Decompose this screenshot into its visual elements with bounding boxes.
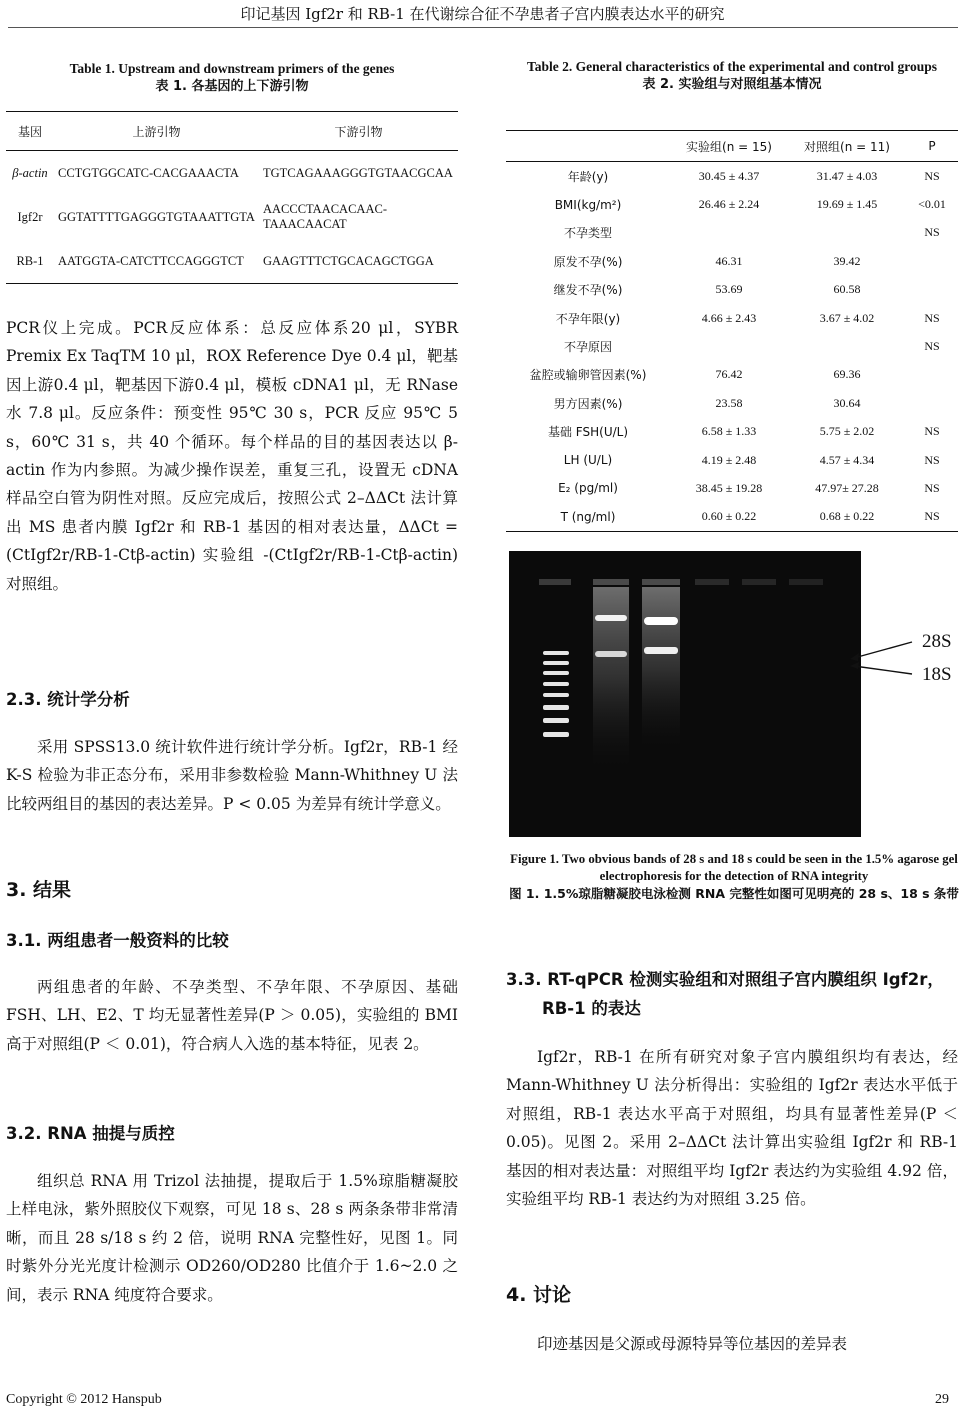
- table2-cell: 4.19 ± 2.48: [701, 452, 757, 467]
- table1-caption-en: Table 1. Upstream and downstream primers of the genes: [69, 61, 395, 76]
- table2-cell: 47.97± 27.28: [815, 480, 879, 495]
- table-row: [506, 247, 958, 275]
- table-row: [506, 219, 958, 247]
- table2-cell: 60.58: [833, 282, 861, 297]
- table1-cell: GGTATTTTGAGGGTGTAAATTGTA: [58, 209, 255, 224]
- table2: [506, 130, 958, 532]
- section-3-heading: 3. 结果: [6, 879, 72, 901]
- table2-cell: [670, 219, 788, 247]
- table2-header: P: [906, 131, 958, 162]
- table2-cell: [670, 332, 788, 360]
- table-row: [6, 195, 458, 239]
- table1-cell: GAAGTTTCTGCACAGCTGGA: [259, 239, 458, 284]
- table2-cell: NS: [906, 503, 958, 532]
- table1-cell: CCTGTGGCATC-CACGAAACTA: [58, 165, 239, 180]
- table2-cell: [906, 389, 958, 417]
- section-2-3-heading: 2.3. 统计学分析: [6, 690, 130, 709]
- table-row: [506, 162, 958, 191]
- running-head: 印记基因 Igf2r 和 RB-1 在代谢综合征不孕患者子宫内膜表达水平的研究: [240, 5, 725, 23]
- table-row: [6, 239, 458, 284]
- table1-cell: AACCCTAACACAAC-TAAACAACAT: [262, 202, 387, 231]
- table1-cell: Igf2r: [17, 209, 43, 224]
- table2-cell: 53.69: [715, 282, 743, 297]
- right-paragraph-rtqpcr: Igf2r，RB-1 在所有研究对象子宫内膜组织均有表达，经 Mann-Whithney U 法分析得出：实验组的 Igf2r 表达水平低于对照组，RB-1 表达水平高于对照组，均具有显著性差异(P ＜ 0.05)。见图 2。采用 2–ΔΔCt 法计算出实验组 Igf2r 和 RB-1 基因的相对表达量：对照组平均 Igf2r 表达约为实验组 4.92 倍，实验组平均 RB-1 表达约为对照组 3.25 倍。: [506, 1048, 958, 1209]
- table1-caption: [6, 60, 458, 95]
- table1-header-gene: 基因: [6, 112, 54, 151]
- table2-cell: 不孕年限(y): [555, 311, 621, 326]
- table1-cell: AATGGTA-CATCTTCCAGGGTCT: [54, 239, 259, 284]
- table-row: [6, 151, 458, 196]
- table2-cell: 3.67 ± 4.02: [819, 310, 875, 325]
- section-4-heading: 4. 讨论: [506, 1284, 572, 1306]
- table2-cell: NS: [924, 339, 940, 354]
- gel-image-svg: [509, 551, 861, 837]
- gel-electrophoresis-image: [509, 551, 861, 837]
- table2-cell: 46.31: [715, 253, 743, 268]
- table2-cell: [788, 219, 906, 247]
- left-paragraph-pcr: PCR仪上完成。PCR反应体系：总反应体系20 μl，SYBR Premix Ex TaqTM 10 μl，ROX Reference Dye 0.4 μl，靶基因上游0.4 μl，靶基因下游0.4 μl，模板 cDNA1 μl，无 RNase 水 7.8 μl。反应条件：预变性 95℃ 30 s，PCR 反应 95℃ 5 s，60℃ 31 s，共 40 个循环。每个样品的目的基因表达以 β-actin 作为内参照。为减少操作误差，重复三孔，设置无 cDNA 样品空白管为阴性对照。反应完成后，按照公式 2–ΔΔCt 法计算出 MS 患者内膜 Igf2r 和 RB-1 基因的相对表达量，ΔΔCt = (CtIgf2r/RB-1-Ctβ-actin) 实验组 -(CtIgf2r/RB-1-Ctβ-actin) 对照组。: [6, 319, 458, 593]
- table2-cell: 不孕类型: [563, 226, 612, 241]
- label-18s: 18S: [922, 664, 952, 685]
- table2-caption: [506, 58, 958, 93]
- table-row: [506, 304, 958, 332]
- arrow-18s-line: [854, 666, 912, 674]
- arrow-28s-icon: [850, 653, 859, 661]
- table-row: [506, 276, 958, 304]
- left-paragraph-rna: 组织总 RNA 用 Trizol 法抽提，提取后于 1.5%琼脂糖凝胶上样电泳，紫外照胶仪下观察，可见 18 s、28 s 两条条带非常清晰，而且 28 s/18 s 约 2 倍，说明 RNA 完整性好，见图 1。同时紫外分光光度计检测示 OD260/OD280 比值介于 1.6~2.0 之间，表示 RNA 纯度符合要求。: [6, 1172, 458, 1304]
- table1-cell: RB-1: [6, 239, 54, 284]
- table1-cell: β-actin: [12, 165, 48, 180]
- table2-cell: LH (U/L): [563, 453, 613, 468]
- table2-cell: [788, 332, 906, 360]
- table1-caption-zh: 表 1. 各基因的上下游引物: [155, 79, 309, 94]
- table2-cell: NS: [924, 310, 940, 325]
- section-3-3-heading: 3.3. RT-qPCR 检测实验组和对照组子宫内膜组织 Igf2r，RB-1 的表达: [506, 970, 944, 1018]
- table1: [6, 111, 458, 284]
- right-paragraph-discussion: 印迹基因是父源或母源特异等位基因的差异表: [537, 1335, 848, 1353]
- table2-cell: NS: [924, 225, 940, 240]
- band-arrows: [848, 628, 918, 690]
- header-rule: [8, 27, 958, 28]
- label-28s: 28S: [922, 631, 952, 652]
- table2-cell: 38.45 ± 19.28: [695, 480, 763, 495]
- table2-cell: 基础 FSH(U/L): [547, 425, 629, 440]
- table2-cell: NS: [924, 168, 940, 183]
- table2-cell: T (ng/ml): [506, 503, 670, 532]
- table2-caption-zh: 表 2. 实验组与对照组基本情况: [642, 77, 822, 92]
- section-3-2-heading: 3.2. RNA 抽提与质控: [6, 1124, 175, 1143]
- figure1-caption: [506, 851, 962, 902]
- table2-cell: 31.47 ± 4.03: [816, 168, 878, 183]
- table2-cell: 6.58 ± 1.33: [701, 424, 757, 439]
- table2-cell: 原发不孕(%): [553, 254, 623, 269]
- table2-cell: 0.60 ± 0.22: [670, 503, 788, 532]
- left-paragraph-general: 两组患者的年龄、不孕类型、不孕年限、不孕原因、基础 FSH、LH、E2、T 均无显著性差异(P ＞ 0.05)，实验组的 BMI 高于对照组(P ＜ 0.01)，符合病人入选的基本特征，见表 2。: [6, 978, 458, 1053]
- table2-cell: 76.42: [715, 367, 743, 382]
- table2-cell: NS: [924, 424, 940, 439]
- table2-cell: 69.36: [833, 367, 861, 382]
- footer-page-number: 29: [935, 1392, 949, 1407]
- table2-header: 实验组(n = 15): [670, 131, 788, 162]
- table2-cell: 男方因素(%): [553, 396, 623, 411]
- table2-header: 对照组(n = 11): [788, 131, 906, 162]
- table2-cell: NS: [924, 452, 940, 467]
- table-row: [506, 332, 958, 360]
- table2-cell: 4.66 ± 2.43: [701, 310, 757, 325]
- table2-cell: 4.57 ± 4.34: [819, 452, 875, 467]
- table-row: [506, 474, 958, 502]
- table-row: [506, 190, 958, 218]
- table2-cell: NS: [924, 480, 940, 495]
- section-3-1-heading: 3.1. 两组患者一般资料的比较: [6, 931, 229, 950]
- table2-cell: 30.45 ± 4.37: [698, 168, 760, 183]
- table2-cell: 5.75 ± 2.02: [819, 424, 875, 439]
- table2-cell: 不孕原因: [563, 340, 612, 355]
- table2-cell: 盆腔或输卵管因素(%): [529, 368, 647, 383]
- table2-cell: 23.58: [715, 395, 743, 410]
- figure1-caption-zh: 图 1. 1.5%琼脂糖凝胶电泳检测 RNA 完整性如图可见明亮的 28 s、18 s 条带: [509, 886, 959, 901]
- table2-cell: BMI(kg/m²): [554, 197, 622, 212]
- table-row: [506, 446, 958, 474]
- left-paragraph-stats: 采用 SPSS13.0 统计软件进行统计学分析。Igf2r，RB-1 经 K-S 检验为非正态分布，采用非参数检验 Mann-Whithney U 法比较两组目的基因的表达差异。P < 0.05 为差异有统计学意义。: [6, 738, 458, 813]
- table2-cell: 39.42: [833, 253, 861, 268]
- table2-cell: [906, 247, 958, 275]
- arrow-18s-icon: [850, 662, 859, 669]
- table2-cell: E₂ (pg/ml): [558, 481, 618, 496]
- table1-header-up: 上游引物: [54, 112, 259, 151]
- table1-header-down: 下游引物: [259, 112, 458, 151]
- table2-cell: 30.64: [833, 395, 861, 410]
- arrow-28s-line: [854, 642, 912, 658]
- table1-cell: TGTCAGAAAGGGTGTAACGCAA: [262, 165, 453, 180]
- table2-cell: [906, 276, 958, 304]
- figure1-caption-en: Figure 1. Two obvious bands of 28 s and 18 s could be seen in the 1.5% agarose gel electrophoresis for the detection of RNA integrity: [510, 852, 958, 883]
- table2-cell: 19.69 ± 1.45: [816, 197, 878, 212]
- table-row: [506, 389, 958, 417]
- table2-cell: 26.46 ± 2.24: [698, 197, 760, 212]
- table2-cell: 继发不孕(%): [553, 283, 623, 298]
- table2-cell: 年龄(y): [567, 169, 609, 184]
- table2-cell: <0.01: [918, 197, 946, 212]
- footer-copyright: Copyright © 2012 Hanspub: [6, 1392, 162, 1407]
- table2-header: [506, 131, 670, 162]
- table-row: [506, 418, 958, 446]
- table-row: [506, 503, 958, 532]
- table-row: [506, 361, 958, 389]
- table2-cell: [906, 361, 958, 389]
- table2-caption-en: Table 2. General characteristics of the experimental and control groups: [527, 59, 937, 74]
- table2-cell: 0.68 ± 0.22: [788, 503, 906, 532]
